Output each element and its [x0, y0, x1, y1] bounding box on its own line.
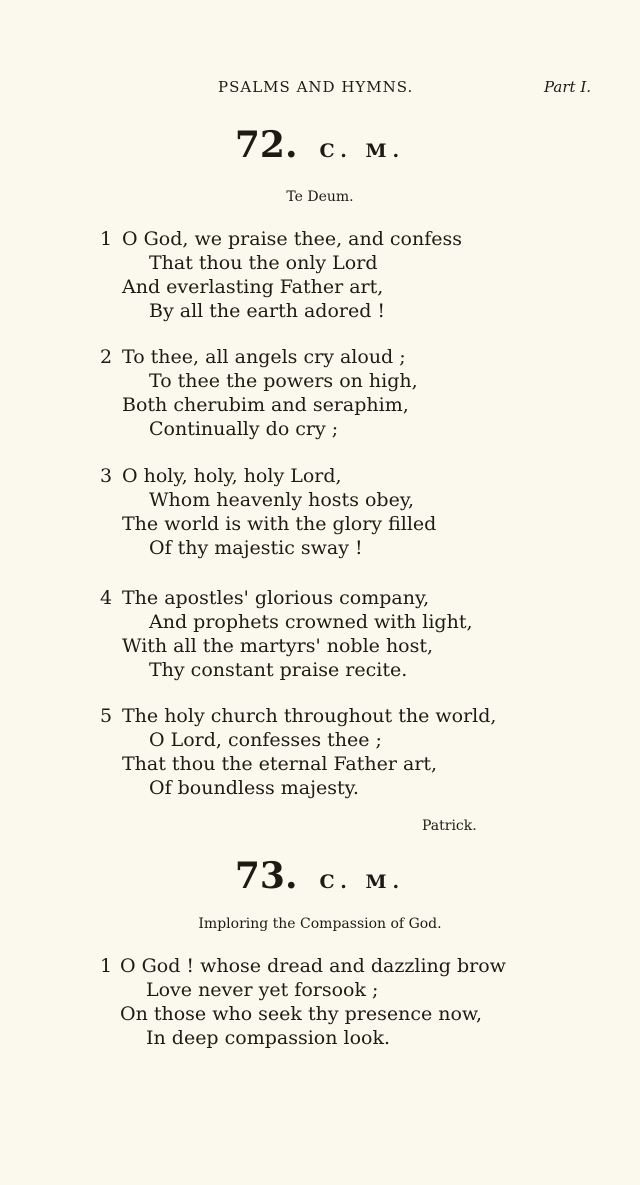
stanza-number: 2 [100, 346, 113, 368]
verse-line: O God, we praise thee, and confess [122, 228, 463, 250]
stanza-number: 1 [100, 955, 113, 977]
hymn-number: 73. [234, 855, 298, 897]
verse-line: The holy church throughout the world, [122, 705, 497, 727]
verse-line: The apostles' glorious company, [122, 587, 430, 609]
verse-line: In deep compassion look. [146, 1027, 391, 1049]
verse-line: Continually do cry ; [149, 418, 339, 440]
verse-line: Love never yet forsook ; [146, 979, 379, 1001]
hymn-number: 72. [234, 124, 298, 166]
verse-line: By all the earth adored ! [149, 300, 386, 322]
verse-line: That thou the only Lord [149, 252, 378, 274]
verse-line: O Lord, confesses thee ; [149, 729, 382, 751]
stanza-number: 3 [100, 465, 113, 487]
part-label: Part I. [544, 78, 592, 96]
hymn-72-subtitle: Te Deum. [286, 189, 354, 205]
verse-line: Both cherubim and seraphim, [122, 394, 409, 416]
verse-line: To thee, all angels cry aloud ; [122, 346, 406, 368]
verse-line: O holy, holy, holy Lord, [122, 465, 342, 487]
stanza-number: 5 [100, 705, 113, 727]
verse-line: And prophets crowned with light, [149, 611, 473, 633]
verse-line: The world is with the glory filled [122, 513, 437, 535]
verse-line: On those who seek thy presence now, [120, 1003, 482, 1025]
hymn-meter: C. M. [319, 871, 406, 893]
verse-line: O God ! whose dread and dazzling brow [120, 955, 506, 977]
verse-line: Of boundless majesty. [149, 777, 359, 799]
stanza-number: 1 [100, 228, 113, 250]
verse-line: That thou the eternal Father art, [122, 753, 438, 775]
verse-line: With all the martyrs' noble host, [122, 635, 434, 657]
running-header [0, 78, 640, 98]
hymn-meter: C. M. [319, 140, 406, 162]
hymn-72-author: Patrick. [422, 818, 477, 834]
verse-line: To thee the powers on high, [149, 370, 418, 392]
hymn-72-heading [0, 124, 640, 166]
stanza-number: 4 [100, 587, 113, 609]
verse-line: Thy constant praise recite. [149, 659, 408, 681]
running-title: PSALMS AND HYMNS. [218, 78, 414, 96]
hymn-73-subtitle: Imploring the Compassion of God. [198, 916, 442, 932]
verse-line: Whom heavenly hosts obey, [149, 489, 415, 511]
hymn-73-heading [0, 855, 640, 897]
verse-line: Of thy majestic sway ! [149, 537, 363, 559]
verse-line: And everlasting Father art, [122, 276, 384, 298]
